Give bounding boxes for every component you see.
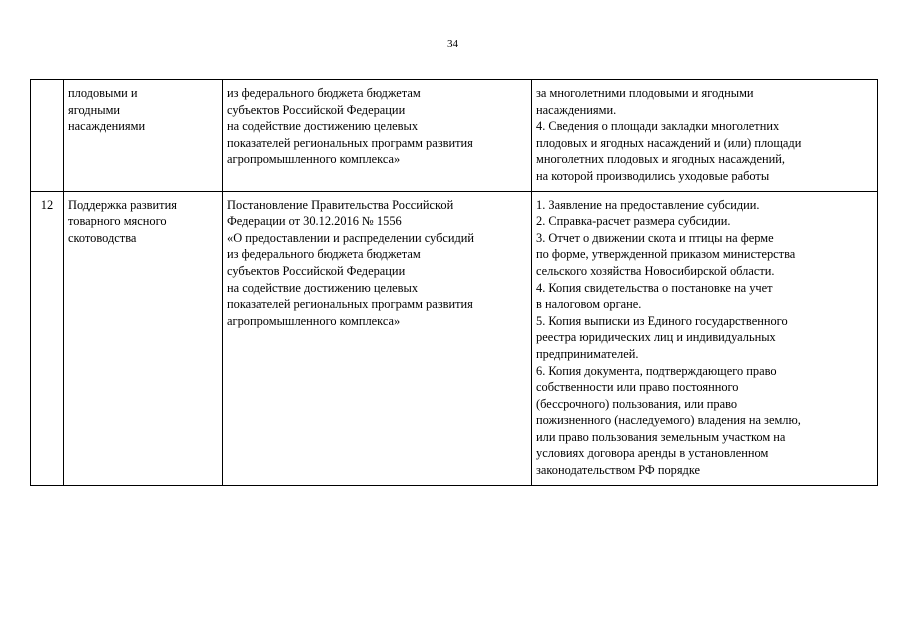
- measure-name-cell: Поддержка развития товарного мясного скотоводства: [64, 191, 223, 485]
- legal-basis-cell: из федерального бюджета бюджетам субъектов Российской Федерации на содействие достижению целевых показателей региональных программ развития агропромышленного комплекса»: [223, 80, 532, 192]
- required-documents-cell: 1. Заявление на предоставление субсидии. 2. Справка-расчет размера субсидии. 3. Отчет о движении скота и птицы на ферме по форме, утвержденной приказом министерства сельского хозяйства Новосибирской области. 4. Копия свидетельства о постановке на учет в налоговом органе. 5. Копия выписки из Единого государственного реестра юридических лиц и индивидуальных предпринимателей. 6. Копия документа, подтверждающего право собственности или право постоянного (бессрочного) пользования, или право пожизненного (наследуемого) владения на землю, или право пользования земельным участком на условиях договора аренды в установленном законодательством РФ порядке: [532, 191, 878, 485]
- measure-name-cell: плодовыми и ягодными насаждениями: [64, 80, 223, 192]
- page-number: 34: [447, 38, 458, 50]
- subsidy-documents-table: [30, 79, 878, 486]
- table-row: [31, 80, 878, 192]
- row-number-cell: 12: [31, 191, 64, 485]
- table-row: [31, 191, 878, 485]
- legal-basis-cell: Постановление Правительства Российской Федерации от 30.12.2016 № 1556 «О предоставлении и распределении субсидий из федерального бюджета бюджетам субъектов Российской Федерации на содействие достижению целевых показателей региональных программ развития агропромышленного комплекса»: [223, 191, 532, 485]
- required-documents-cell: за многолетними плодовыми и ягодными насаждениями. 4. Сведения о площади закладки многолетних плодовых и ягодных насаждений и (или) площади многолетних плодовых и ягодных насаждений, на которой производились уходовые работы: [532, 80, 878, 192]
- row-number-cell: [31, 80, 64, 192]
